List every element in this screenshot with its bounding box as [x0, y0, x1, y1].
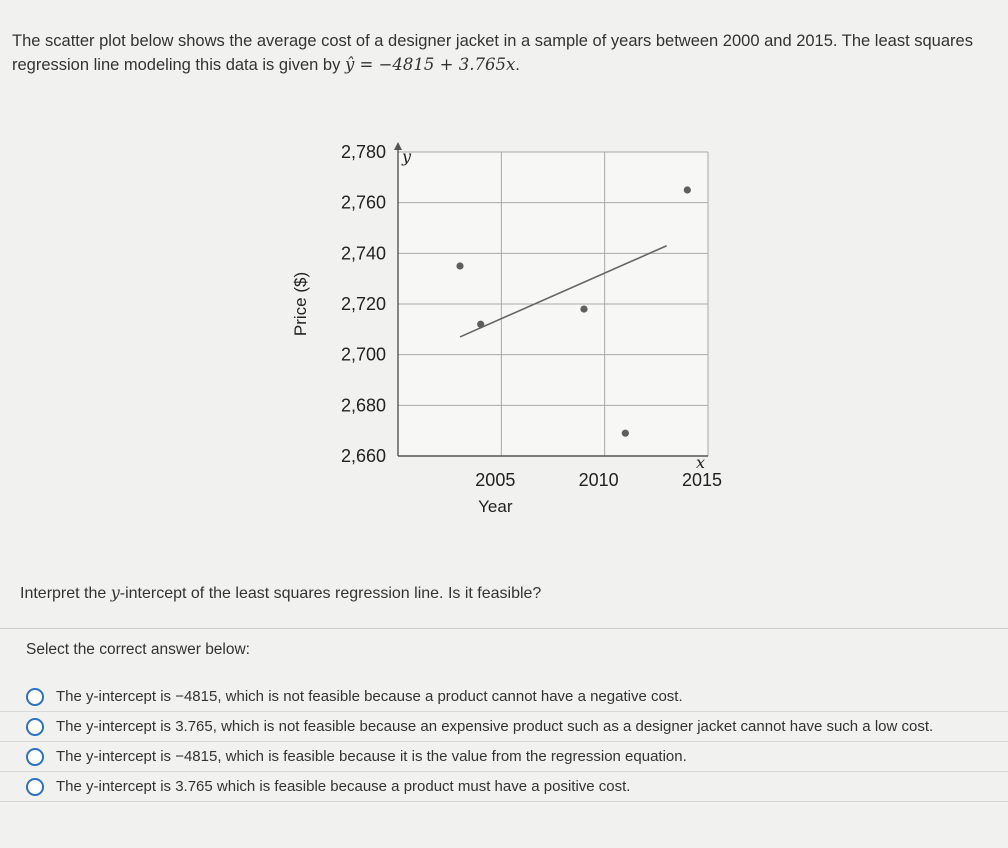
y-tick-label: 2,740 — [340, 243, 386, 264]
question-var: y — [110, 583, 120, 602]
scatter-plot-svg — [280, 130, 740, 530]
y-tick-label: 2,700 — [340, 344, 386, 365]
data-point — [684, 186, 691, 193]
x-tick-label: 2010 — [578, 470, 619, 490]
y-tick-label: 2,780 — [340, 142, 386, 162]
answer-option-text: The y-intercept is 3.765, which is not feasible because an expensive product such as a designer jacket cannot have such a low cost. — [56, 717, 934, 735]
question-after: -intercept of the least squares regression line. Is it feasible? — [119, 585, 542, 602]
answer-option-1[interactable] — [0, 682, 1008, 712]
data-point — [456, 262, 463, 269]
intro-text: The scatter plot below shows the average cost of a designer jacket in a sample of years between 2000 and 2015. The least squares regression line modeling this data is given by — [12, 32, 973, 74]
data-point — [477, 321, 484, 328]
y-axis-arrow — [394, 142, 402, 150]
problem-intro — [12, 30, 997, 77]
y-tick-label: 2,660 — [340, 446, 386, 466]
answer-option-text: The y-intercept is −4815, which is not feasible because a product cannot have a negative cost. — [56, 687, 683, 705]
y-axis-variable: y — [402, 147, 412, 166]
question-text — [20, 583, 541, 603]
y-tick-label: 2,680 — [340, 395, 386, 416]
y-axis-title: Price ($) — [291, 271, 310, 337]
data-point — [580, 305, 587, 312]
answer-option-4[interactable] — [0, 772, 1008, 802]
regression-equation: ŷ = −4815 + 3.765x — [344, 55, 516, 74]
data-point — [622, 430, 629, 437]
radio-button-icon[interactable] — [26, 748, 44, 766]
answer-option-text: The y-intercept is 3.765 which is feasible because a product must have a positive cost. — [56, 777, 631, 795]
answer-option-text: The y-intercept is −4815, which is feasible because it is the value from the regression equation. — [56, 747, 687, 765]
answer-options — [0, 682, 1008, 802]
x-axis-variable: x — [696, 453, 706, 472]
y-tick-label: 2,760 — [340, 192, 386, 213]
section-divider — [0, 628, 1008, 629]
intro-end: . — [515, 56, 520, 74]
answer-option-2[interactable] — [0, 712, 1008, 742]
scatter-chart — [280, 130, 740, 530]
radio-button-icon[interactable] — [26, 688, 44, 706]
radio-button-icon[interactable] — [26, 778, 44, 796]
x-axis-title: Year — [478, 497, 513, 516]
radio-button-icon[interactable] — [26, 718, 44, 736]
y-tick-label: 2,720 — [340, 294, 386, 314]
answer-option-3[interactable] — [0, 742, 1008, 772]
x-tick-label: 2005 — [475, 470, 516, 490]
x-tick-label: 2015 — [681, 470, 723, 490]
question-before: Interpret the — [20, 585, 111, 602]
select-label: Select the correct answer below: — [26, 641, 250, 658]
